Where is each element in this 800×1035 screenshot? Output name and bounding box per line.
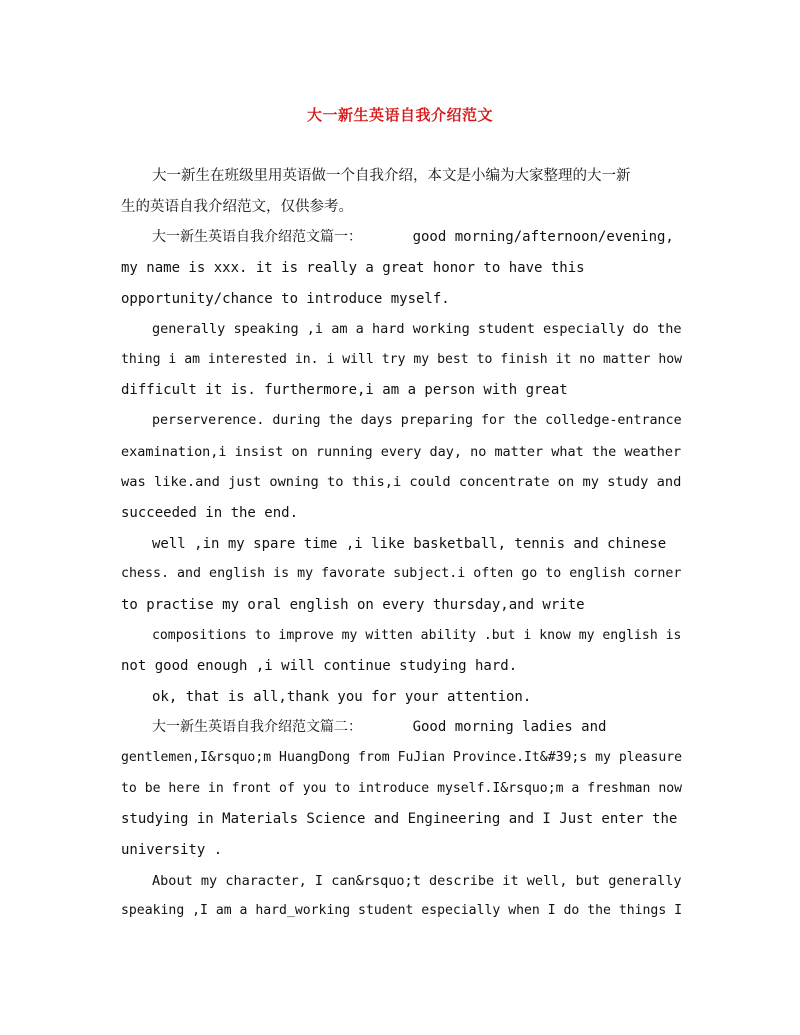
body-line: 大一新生英语自我介绍范文篇一： good morning/afternoon/evening, bbox=[152, 229, 674, 245]
body-line: university . bbox=[121, 842, 223, 858]
body-line: not good enough ,i will continue studying hard. bbox=[121, 658, 518, 674]
body-line: to practise my oral english on every thursday,and write bbox=[121, 597, 585, 613]
body-line: succeeded in the end. bbox=[121, 505, 299, 521]
body-line: opportunity/chance to introduce myself. bbox=[121, 291, 450, 307]
body-line: About my character, I can&rsquo;t describe it well, but generally bbox=[152, 873, 682, 889]
body-line: 生的英语自我介绍范文，仅供参考。 bbox=[121, 199, 353, 215]
body-line: difficult it is. furthermore,i am a person with great bbox=[121, 382, 568, 398]
body-line: generally speaking ,i am a hard working student especially do the bbox=[152, 321, 682, 337]
body-line: studying in Materials Science and Engineering and I Just enter the bbox=[121, 811, 678, 827]
body-line: perserverence. during the days preparing for the colledge-entrance bbox=[152, 413, 682, 428]
document-title: 大一新生英语自我介绍范文 bbox=[306, 106, 493, 124]
body-line: 大一新生英语自我介绍范文篇二： Good morning ladies and bbox=[152, 719, 607, 735]
body-line: 大一新生在班级里用英语做一个自我介绍，本文是小编为大家整理的大一新 bbox=[152, 168, 631, 184]
body-line: speaking ,I am a hard_working student especially when I do the things I bbox=[121, 903, 683, 918]
body-line: gentlemen,I&rsquo;m HuangDong from FuJian Province.It&#39;s my pleasure bbox=[121, 750, 683, 765]
body-line: ok, that is all,thank you for your attention. bbox=[152, 689, 532, 705]
body-line: chess. and english is my favorate subject.i often go to english corner bbox=[121, 566, 682, 581]
body-line: thing i am interested in. i will try my best to finish it no matter how bbox=[121, 352, 683, 367]
body-line: examination,i insist on running every day, no matter what the weather bbox=[121, 444, 682, 460]
body-line: my name is xxx. it is really a great honor to have this bbox=[121, 260, 585, 276]
body-line: was like.and just owning to this,i could concentrate on my study and bbox=[121, 474, 682, 490]
body-line: compositions to improve my witten ability .but i know my english is bbox=[152, 628, 682, 643]
body-line: to be here in front of you to introduce myself.I&rsquo;m a freshman now bbox=[121, 781, 683, 796]
body-line: well ,in my spare time ,i like basketball, tennis and chinese bbox=[152, 536, 667, 552]
